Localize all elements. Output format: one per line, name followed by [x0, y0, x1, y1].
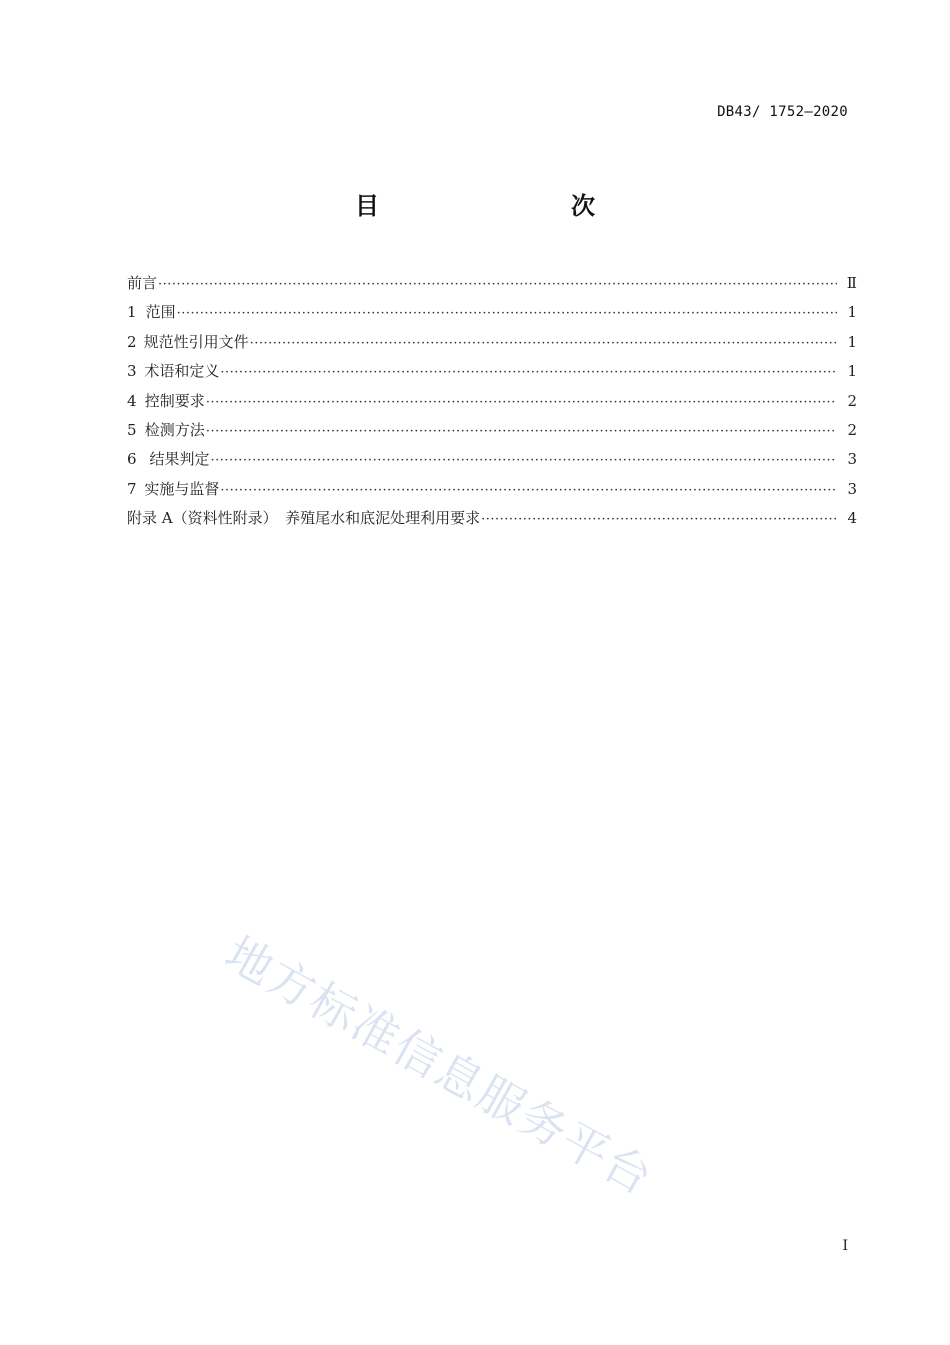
toc-leader-dots [206, 424, 837, 439]
toc-page-number: 1 [847, 303, 857, 322]
toc-label: 术语和定义 [144, 362, 220, 381]
toc-page-number: 1 [847, 332, 857, 351]
toc-leader-dots [220, 483, 837, 498]
toc-page-number: 3 [847, 450, 857, 469]
document-code: DB43/ 1752—2020 [717, 104, 848, 120]
toc-page-number: 4 [847, 509, 857, 528]
toc-entry-result-determination[interactable] [127, 448, 857, 477]
page-title: 目 次 [355, 192, 643, 220]
footer-page-number: I [842, 1238, 848, 1254]
toc-leader-dots [210, 453, 837, 468]
toc-entry-scope[interactable] [127, 301, 857, 330]
toc-entry-foreword[interactable] [127, 272, 857, 301]
toc-label: 实施与监督 [144, 479, 220, 498]
toc-page-number: 1 [847, 362, 857, 381]
toc-label: 控制要求 [144, 391, 205, 410]
toc-section-number: 1 [127, 303, 137, 322]
toc-label: 检测方法 [144, 420, 205, 439]
toc-entry-implementation-supervision[interactable] [127, 478, 857, 507]
toc-leader-dots [177, 306, 837, 321]
toc-label: 结果判定 [144, 450, 210, 469]
toc-section-number: 7 [127, 479, 137, 498]
toc-section-number: 6 [127, 450, 137, 469]
toc-section-number: 4 [127, 391, 137, 410]
toc-page-number: 2 [847, 420, 857, 439]
toc-entry-terms-definitions[interactable] [127, 360, 857, 389]
toc-section-number: 3 [127, 362, 137, 381]
toc-label: 附录 A（资料性附录） 养殖尾水和底泥处理利用要求 [127, 509, 481, 528]
watermark-text: 地方标准信息服务平台 [216, 925, 663, 1206]
toc-entry-appendix-a[interactable] [127, 507, 857, 536]
toc-leader-dots [158, 277, 837, 292]
toc-label: 规范性引用文件 [143, 332, 249, 351]
toc-leader-dots [250, 336, 837, 351]
toc-label: 范围 [145, 303, 176, 322]
toc-entry-test-methods[interactable] [127, 419, 857, 448]
table-of-contents [127, 272, 857, 537]
toc-page-number: Ⅱ [846, 274, 857, 292]
toc-section-number: 2 [127, 332, 137, 351]
toc-leader-dots [206, 395, 837, 410]
toc-page-number: 2 [847, 391, 857, 410]
toc-entry-normative-references[interactable] [127, 331, 857, 360]
toc-label: 前言 [127, 274, 158, 292]
toc-section-number: 5 [127, 420, 137, 439]
toc-leader-dots [220, 365, 837, 380]
toc-entry-control-requirements[interactable] [127, 390, 857, 419]
toc-leader-dots [481, 512, 837, 527]
toc-page-number: 3 [847, 479, 857, 498]
